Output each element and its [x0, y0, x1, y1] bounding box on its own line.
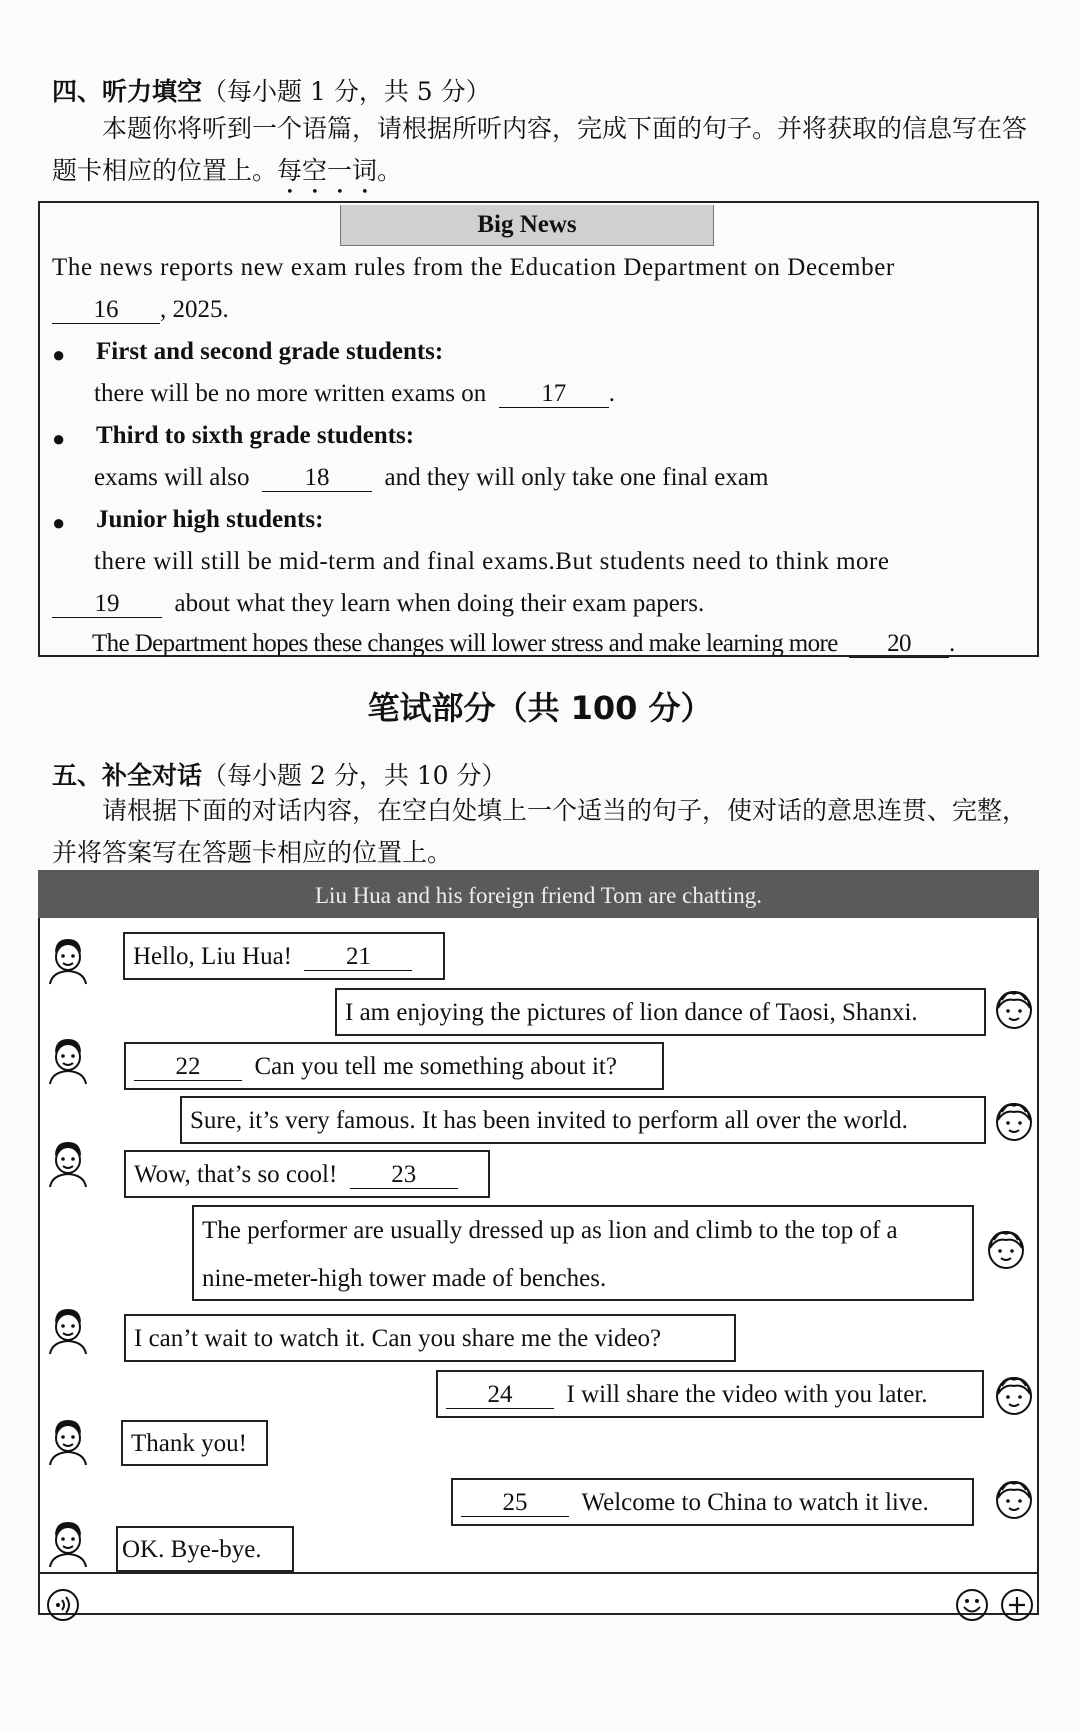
- girl-avatar-icon: [992, 986, 1038, 1036]
- add-icon[interactable]: [1000, 1588, 1034, 1622]
- chat-bubble-left: OK. Bye-bye.: [116, 1526, 294, 1572]
- blank-16: 16: [52, 297, 160, 324]
- boy-avatar-icon: [46, 1416, 92, 1466]
- blank-25: 25: [461, 1490, 569, 1517]
- chat-bubble-left: Wow, that’s so cool! 23: [124, 1150, 490, 1198]
- boy-avatar-icon: [46, 1138, 92, 1188]
- news-closing: The Department hopes these changes will lower stress and make learning more 20 .: [92, 630, 955, 657]
- blank-17: 17: [499, 381, 609, 408]
- group3-text-b: 19 about what they learn when doing their exam papers.: [52, 590, 704, 618]
- chat-bubble-left: 22 Can you tell me something about it?: [124, 1042, 664, 1090]
- boy-avatar-icon: [46, 935, 92, 985]
- blank-24: 24: [446, 1382, 554, 1409]
- bullet-dot: ●: [52, 510, 66, 535]
- chat-bubble-left: Thank you!: [121, 1420, 268, 1466]
- big-news-title: Big News: [340, 205, 714, 246]
- section5-title: 五、补全对话（每小题 2 分，共 10 分）: [52, 761, 507, 790]
- boy-avatar-icon: [46, 1035, 92, 1085]
- blank-21: 21: [304, 944, 412, 971]
- emoji-icon[interactable]: [955, 1588, 989, 1622]
- chat-bubble-right: I am enjoying the pictures of lion dance of Taosi, Shanxi.: [335, 988, 986, 1036]
- group1-heading: First and second grade students:: [96, 338, 444, 365]
- blank-20: 20: [849, 631, 949, 658]
- chat-bubble-right: 24 I will share the video with you later.: [436, 1370, 984, 1418]
- bullet-dot: ●: [52, 342, 66, 367]
- written-part-title: 笔试部分（共 100 分）: [367, 689, 713, 727]
- blank-18: 18: [262, 465, 372, 492]
- blank-19: 19: [52, 591, 162, 618]
- voice-icon[interactable]: [46, 1588, 80, 1622]
- section5-instruction: 请根据下面的对话内容，在空白处填上一个适当的句子，使对话的意思连贯、完整，并将答案写在答题卡相应的位置上。: [52, 796, 1028, 867]
- blank-22: 22: [134, 1054, 242, 1081]
- chat-header: Liu Hua and his foreign friend Tom are chatting.: [38, 870, 1039, 918]
- boy-avatar-icon: [46, 1305, 92, 1355]
- group1-text: there will be no more written exams on 17 .: [94, 380, 615, 407]
- news-intro-line1: The news reports new exam rules from the Education Department on December: [52, 254, 895, 281]
- group3-heading: Junior high students:: [96, 506, 324, 533]
- chat-bubble-right: Sure, it’s very famous. It has been invited to perform all over the world.: [180, 1096, 986, 1144]
- group2-text: exams will also 18 and they will only take one final exam: [94, 464, 769, 491]
- news-intro-line2: 16 , 2025.: [52, 296, 229, 324]
- blank-23: 23: [350, 1162, 458, 1189]
- girl-avatar-icon: [992, 1476, 1038, 1526]
- group3-text-a: there will still be mid-term and final exams.But students need to think more: [94, 548, 890, 575]
- bullet-dot: ●: [52, 426, 66, 451]
- chat-bubble-right: The performer are usually dressed up as lion and climb to the top of a nine-meter-high tower made of benches.: [192, 1205, 974, 1301]
- section4-title: 四、听力填空（每小题 1 分，共 5 分）: [52, 77, 491, 106]
- chat-bubble-left: I can’t wait to watch it. Can you share me the video?: [124, 1314, 736, 1362]
- chat-footer-divider: [38, 1572, 1039, 1574]
- girl-avatar-icon: [992, 1098, 1038, 1148]
- girl-avatar-icon: [992, 1372, 1038, 1422]
- chat-bubble-left: Hello, Liu Hua! 21: [123, 932, 445, 980]
- boy-avatar-icon: [46, 1518, 92, 1568]
- girl-avatar-icon: [984, 1226, 1030, 1276]
- group2-heading: Third to sixth grade students:: [96, 422, 415, 449]
- chat-bubble-right: 25 Welcome to China to watch it live.: [451, 1478, 974, 1526]
- section4-instruction: 本题你将听到一个语篇，请根据所听内容，完成下面的句子。并将获取的信息写在答题卡相应的位置上。每空一词。: [52, 114, 1028, 185]
